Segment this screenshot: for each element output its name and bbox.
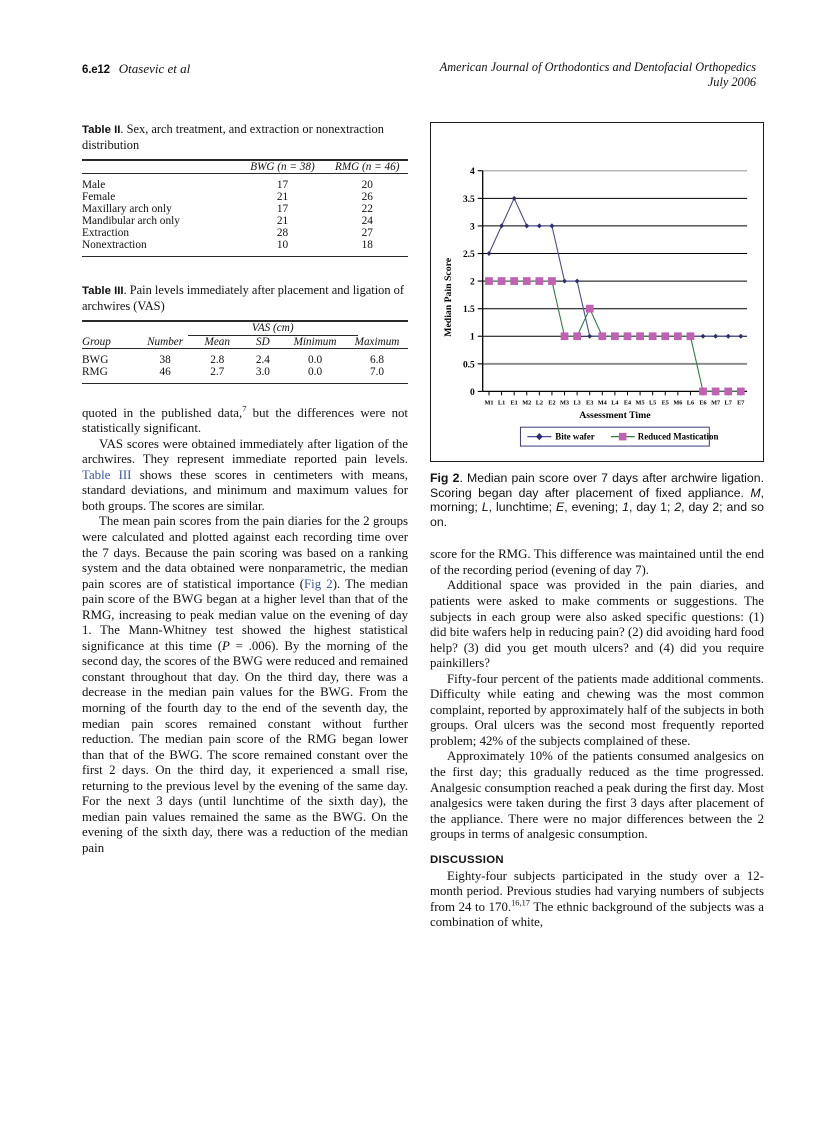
datapoint-M7	[712, 388, 720, 396]
x-tick-E7: E7	[737, 399, 745, 407]
x-tick-E1: E1	[510, 399, 518, 407]
x-tick-M2: M2	[522, 399, 532, 407]
y-tick-2.5: 2.5	[462, 250, 475, 261]
datapoint-E2	[548, 277, 556, 285]
table-row	[82, 354, 408, 366]
table-3-span-header	[137, 322, 408, 336]
table-3-row-1-max: 7.0	[369, 365, 385, 378]
running-head-authors: Otasevic et al	[118, 61, 191, 76]
paragraph: score for the RMG. This difference was maintained until the end of the recording period (evening of day 7).	[430, 547, 764, 577]
table-3-col-0: Group	[82, 335, 111, 348]
x-tick-M1: M1	[484, 399, 494, 407]
x-tick-L4: L4	[611, 399, 619, 407]
chart-y-axis-title: Median Pain Score	[442, 257, 454, 337]
table-3-row-1-mean: 2.7	[210, 365, 225, 378]
figure-2-legend-e-text: , evening;	[564, 500, 623, 515]
figure-2	[430, 122, 764, 462]
table-2-row-5-bwg: 10	[276, 238, 289, 251]
right-column	[430, 122, 764, 931]
table-3	[82, 322, 408, 348]
x-tick-M5: M5	[635, 399, 645, 407]
table-3-bottom-rule	[82, 383, 408, 384]
table-2-row-0-bwg: 17	[276, 178, 289, 191]
paragraph: Approximately 10% of the patients consumed analgesics on the first day; this gradually reduced as the time progressed. Analgesic consumption reached a peak during the first day. Most analgesics were taken during the first 3 days after placement of the appliance. There were no major differences between the 2 groups in terms of analgesic consumption.	[430, 749, 764, 842]
paragraph: Additional space was provided in the pain diaries, and patients were asked to make comments or suggestions. The subjects in each group were also asked specific questions: (1) did bite wafers help in reducing pain? (2) did avoiding hard food help? (3) did you get mouth ulcers? and (4) did you require painkillers?	[430, 578, 764, 671]
figure-2-legend-l-text: , lunchtime;	[488, 500, 557, 515]
table-2-caption-text: . Sex, arch treatment, and extraction or nonextraction distribution	[82, 122, 384, 153]
x-tick-E5: E5	[661, 399, 669, 407]
table-3-row-1-sd: 3.0	[255, 365, 270, 378]
table-3-col-4: Minimum	[293, 335, 337, 348]
y-tick-1: 1	[470, 332, 475, 343]
table-2-row-1-rmg: 26	[361, 190, 373, 203]
table-3-block	[82, 283, 408, 384]
table-3-row-1-min: 0.0	[307, 365, 323, 378]
table-3-crossref-link[interactable]: Table III	[82, 467, 132, 482]
datapoint-L3	[573, 332, 581, 340]
para-l3-c: = .006). By the morning of the second day, the scores of the BWG were reduced and remained constant throughout that day. On the third day, there was a decrease in the median pain values for the BWG. From the morning of the fourth day to the end of the seventh day, the median pain scores remained constant without further reduction. The median pain score of the RMG began lower than that of the BWG. The score remained constant over the first 2 days. On the third day, it experienced a small rise, returning to the previous level by the evening of the same day. For the next 3 days (until lunchtime of the sixth day), the median pain values remained the same as the BWG. On the evening of the sixth day, there was a reduction of the median pain	[82, 638, 409, 855]
table-2-header-row	[82, 161, 408, 173]
table-2-col-1: BWG (n = 38)	[250, 160, 315, 173]
table-3-label: Table III	[82, 284, 124, 297]
table-3-col-5: Maximum	[354, 335, 400, 348]
table-row	[82, 239, 408, 251]
table-2-body	[82, 179, 408, 251]
table-3-row-0-sd: 2.4	[255, 353, 270, 366]
x-tick-L3: L3	[573, 399, 581, 407]
table-3-span-row	[82, 322, 408, 336]
para-l3-a: The mean pain scores from the pain diaries for the 2 groups were calculated and plotted against each recording time over the 7 days. Because the pain scoring was based on a ranking system and the data obtained were nonparametric, the median pain scores are of statistical importance (	[82, 514, 408, 591]
table-3-row-1-group: RMG	[82, 365, 108, 378]
table-2-row-1-label: Female	[82, 190, 116, 203]
paragraph: Fifty-four percent of the patients made additional comments. Difficulty while eating and chewing was the most common complaint, reported by approximately half of the subjects in both groups. Oral ulcers was the second most frequently reported problem; 42% of the subjects complained of these.	[430, 671, 764, 748]
table-2-row-3-label: Mandibular arch only	[82, 214, 180, 227]
x-tick-M4: M4	[597, 399, 607, 407]
figure-2-caption	[430, 471, 764, 529]
datapoint-E6	[699, 388, 707, 396]
x-tick-E6: E6	[699, 399, 707, 407]
figure-2-legend-m-text: , morning;	[430, 485, 764, 515]
section-heading-discussion: DISCUSSION	[430, 853, 504, 866]
legend-label-bite-wafer: Bite wafer	[555, 431, 595, 442]
table-2-col-2: RMG (n = 46)	[335, 160, 400, 173]
page-folio: 6.e12	[82, 64, 110, 76]
table-3-col-2: Mean	[204, 335, 230, 348]
x-tick-L1: L1	[497, 399, 506, 407]
left-column-text	[82, 406, 408, 857]
x-tick-E2: E2	[548, 399, 556, 407]
para-r5-b: The ethnic background of the subjects was a combination of white,	[430, 899, 764, 930]
table-2-row-5-label: Nonextraction	[82, 238, 147, 251]
table-2-row-2-label: Maxillary arch only	[82, 202, 172, 215]
table-2-row-4-label: Extraction	[82, 226, 130, 239]
figure-2-caption-p1: . Median pain score over 7 days after archwire ligation. Scoring began day after placement of fixed appliance.	[430, 471, 764, 500]
table-2-block	[82, 122, 408, 257]
table-3-row-0-group: BWG	[82, 353, 109, 366]
x-tick-L6: L6	[686, 399, 695, 407]
y-tick-3.5: 3.5	[462, 194, 475, 205]
x-tick-M6: M6	[673, 399, 683, 407]
table-2-bottom-rule	[82, 256, 408, 257]
table-3-caption-text: . Pain levels immediately after placement and ligation of archwires (VAS)	[82, 282, 404, 314]
datapoint-E4	[624, 332, 632, 340]
table-2-row-3-rmg: 24	[361, 214, 373, 227]
para-l3-pvalue-symbol: P	[222, 638, 230, 653]
paragraph	[82, 514, 408, 856]
x-tick-L2: L2	[535, 399, 543, 407]
table-2-row-0-rmg: 20	[361, 178, 373, 191]
para-r5-a: Eighty-four subjects participated in the study over a 12-month period. Previous studies had varying numbers of subjects from 24 to 170.	[430, 868, 764, 914]
chart-x-axis-title: Assessment Time	[579, 410, 651, 422]
table-3-caption	[82, 283, 408, 315]
table-2-label: Table II	[82, 124, 121, 136]
chart-legend	[520, 427, 718, 446]
paragraph	[430, 869, 764, 931]
y-tick-0.5: 0.5	[462, 360, 475, 371]
table-row	[82, 179, 408, 191]
table-row	[82, 227, 408, 239]
datapoint-M2	[523, 277, 531, 285]
table-2-row-4-rmg: 27	[361, 226, 373, 239]
table-row	[82, 203, 408, 215]
right-column-text	[430, 547, 764, 931]
datapoint-M4	[598, 332, 606, 340]
figure-2-legend-l: L	[481, 500, 489, 515]
datapoint-M5	[636, 332, 644, 340]
table-3-col-3: SD	[256, 335, 270, 348]
table-2-caption	[82, 122, 408, 154]
table-2-row-3-bwg: 21	[276, 214, 289, 227]
paragraph	[82, 406, 408, 437]
table-3-row-0-min: 0.0	[307, 353, 323, 366]
datapoint-L2	[535, 277, 543, 285]
table-2-row-2-rmg: 22	[361, 202, 373, 215]
figure-2-legend-m: M	[750, 485, 761, 500]
y-tick-2: 2	[470, 277, 475, 288]
table-3-row-0-mean: 2.8	[210, 353, 225, 366]
figure-2-legend-1-text: , day 1;	[628, 500, 675, 515]
datapoint-L1	[498, 277, 506, 285]
table-row	[82, 366, 408, 378]
legend-square-marker	[619, 433, 627, 441]
para-l2-a: VAS scores were obtained immediately after ligation of the archwires. They represent immediate reported pain levels.	[82, 436, 408, 467]
table-3-col-1: Number	[147, 335, 184, 348]
table-2-row-4-bwg: 28	[276, 226, 289, 239]
x-tick-L5: L5	[649, 399, 657, 407]
median-pain-score-chart	[431, 123, 763, 461]
legend-label-reduced-mastication: Reduced Mastication	[637, 431, 719, 442]
datapoint-E1	[510, 277, 518, 285]
datapoint-M3	[561, 332, 569, 340]
datapoint-M1	[485, 277, 493, 285]
y-tick-3: 3	[470, 222, 475, 233]
figure-2-legend-2: 2	[674, 500, 682, 515]
table-2-row-1-bwg: 21	[276, 190, 289, 203]
figure-2-label: Fig 2	[430, 471, 460, 485]
para-l1-text: quoted in the published data,$^7$ but the differences were not statistically significant.	[82, 404, 409, 436]
datapoint-L7	[724, 388, 732, 396]
x-tick-E3: E3	[586, 399, 594, 407]
table-3-header-row	[82, 336, 408, 348]
running-head	[82, 60, 756, 100]
table-3-body	[82, 354, 408, 378]
datapoint-M6	[674, 332, 682, 340]
y-tick-4: 4	[470, 167, 475, 178]
figure-2-legend-2-text: , day 2; and so on.	[430, 500, 765, 529]
datapoint-L6	[687, 332, 695, 340]
x-tick-L7: L7	[724, 399, 732, 407]
table-2-col-0	[82, 161, 238, 173]
para-l2-b: shows these scores in centimeters with means, standard deviations, and minimum and maximum values for both groups. The scores are similar.	[82, 467, 408, 513]
table-2-row-5-rmg: 18	[361, 238, 373, 251]
para-l3-b: ). The median pain score of the BWG began at a higher level than that of the RMG, increasing to peak median value on the evening of day 1. The Mann-Whitney test showed the highest statistical significance at this time (	[82, 576, 408, 653]
journal-title: American Journal of Orthodontics and Dentofacial Orthopedics	[439, 60, 756, 74]
x-tick-E4: E4	[623, 399, 632, 407]
datapoint-E7	[737, 388, 745, 396]
table-2-row-0-label: Male	[82, 178, 106, 191]
paragraph	[82, 437, 408, 515]
figure-2-crossref-link[interactable]: Fig 2	[303, 576, 333, 591]
datapoint-L4	[611, 332, 619, 340]
journal-issue: July 2006	[707, 75, 756, 89]
datapoint-E3	[586, 305, 594, 313]
x-tick-M3: M3	[560, 399, 570, 407]
chart-x-tick-labels	[484, 399, 744, 406]
datapoint-L5	[649, 332, 657, 340]
table-row	[82, 215, 408, 227]
figure-2-legend-e: E	[556, 500, 565, 515]
running-head-right	[440, 60, 756, 90]
table-2	[82, 161, 408, 173]
running-head-left	[82, 60, 190, 78]
left-column	[82, 122, 408, 856]
table-3-row-1-number: 46	[159, 365, 171, 378]
table-3-row-0-max: 6.8	[369, 353, 385, 366]
table-3-span-label: VAS (cm)	[188, 322, 358, 336]
y-tick-0: 0	[470, 387, 475, 398]
table-2-row-2-bwg: 17	[276, 202, 289, 215]
table-3-row-0-number: 38	[159, 353, 171, 366]
table-row	[82, 191, 408, 203]
x-tick-M7: M7	[711, 399, 721, 407]
figure-2-legend-1: 1	[622, 500, 629, 515]
y-tick-1.5: 1.5	[462, 305, 475, 316]
datapoint-E5	[661, 332, 669, 340]
reference-superscript[interactable]: 16,17	[511, 898, 530, 908]
